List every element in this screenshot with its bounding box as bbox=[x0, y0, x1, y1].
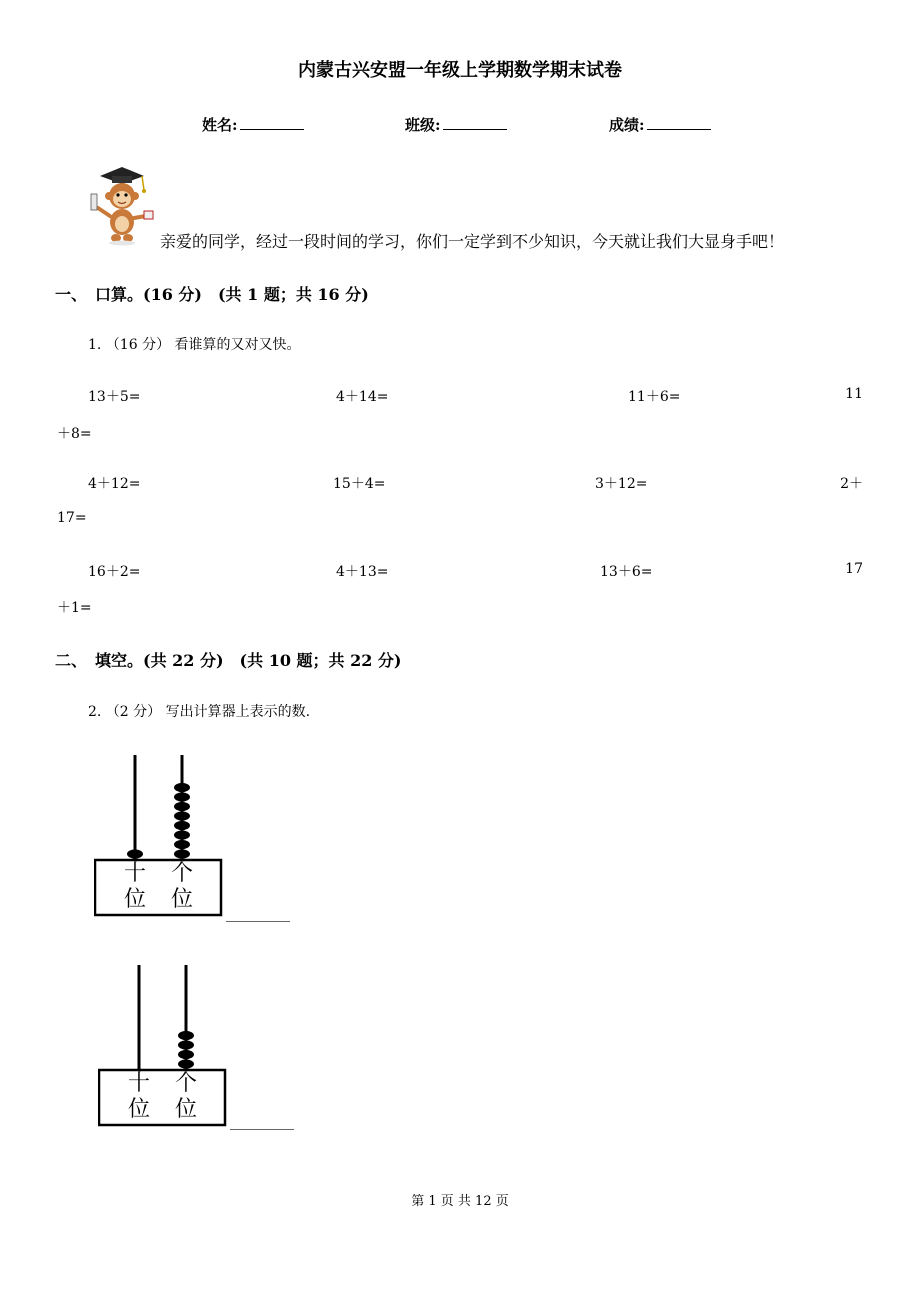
class-label: 班级: bbox=[405, 116, 441, 134]
name-field bbox=[202, 114, 304, 135]
abacus-1-tens-bead bbox=[127, 849, 143, 858]
section-1-heading: 一、 口算。(16 分) (共 1 题；共 16 分) bbox=[55, 285, 369, 304]
abacus-2-tens-label-bottom: 位 bbox=[128, 1097, 151, 1122]
section-2-heading: 二、 填空。(共 22 分) (共 10 题；共 22 分) bbox=[55, 651, 402, 670]
abacus-1-ones-bead bbox=[174, 821, 190, 830]
abacus-1-tens-label-bottom: 位 bbox=[124, 887, 147, 912]
arith-row1-col2: 4＋14= bbox=[336, 389, 389, 405]
abacus-2-ones-label-top: 个 bbox=[175, 1071, 198, 1096]
abacus-1-tens-beads bbox=[127, 849, 143, 858]
abacus-2-ones-bead bbox=[178, 1050, 194, 1059]
score-field bbox=[609, 114, 711, 135]
page-footer: 第 1 页 共 12 页 bbox=[411, 1194, 509, 1209]
arith-row3-col4-part1: 17 bbox=[845, 561, 863, 577]
score-blank[interactable] bbox=[647, 115, 711, 130]
abacus-1-ones-bead bbox=[174, 783, 190, 792]
abacus-1-ones-label-top: 个 bbox=[171, 861, 194, 886]
arith-row1-col1: 13＋5= bbox=[88, 389, 141, 405]
arith-row2-col1: 4＋12= bbox=[88, 476, 141, 492]
abacus-2 bbox=[98, 962, 228, 1132]
arith-row1-col4-part1: 11 bbox=[845, 386, 863, 402]
arith-row3-col1: 16＋2= bbox=[88, 564, 141, 580]
abacus-1-ones-bead bbox=[174, 792, 190, 801]
score-label: 成绩: bbox=[609, 116, 645, 134]
abacus-1-ones-bead bbox=[174, 830, 190, 839]
name-blank[interactable] bbox=[240, 115, 304, 130]
arith-row2-col2: 15＋4= bbox=[333, 476, 386, 492]
arith-row1-col4-part2: ＋8= bbox=[57, 426, 92, 442]
arith-row2-col4-part2: 17= bbox=[57, 510, 87, 526]
abacus-2-frame bbox=[98, 962, 228, 1132]
abacus-1 bbox=[94, 752, 224, 922]
abacus-2-ones-bead bbox=[178, 1031, 194, 1040]
name-label: 姓名: bbox=[202, 116, 238, 134]
abacus-2-tens-label-top: 十 bbox=[128, 1071, 151, 1096]
abacus-1-answer-blank[interactable] bbox=[226, 921, 290, 922]
abacus-1-ones-bead bbox=[174, 802, 190, 811]
abacus-1-ones-label-bottom: 位 bbox=[171, 887, 194, 912]
class-field bbox=[405, 114, 507, 135]
abacus-2-ones-bead bbox=[178, 1040, 194, 1049]
abacus-1-frame bbox=[94, 752, 224, 922]
class-blank[interactable] bbox=[443, 115, 507, 130]
arith-row3-col3: 13＋6= bbox=[600, 564, 653, 580]
abacus-1-tens-label-top: 十 bbox=[124, 861, 147, 886]
arith-row1-col3: 11＋6= bbox=[628, 389, 681, 405]
abacus-2-ones-bead bbox=[178, 1059, 194, 1068]
arith-row3-col2: 4＋13= bbox=[336, 564, 389, 580]
mascot-monkey-icon bbox=[86, 164, 156, 248]
abacus-1-ones-bead bbox=[174, 840, 190, 849]
arith-row2-col4-part1: 2＋ bbox=[840, 476, 863, 492]
abacus-2-answer-blank[interactable] bbox=[230, 1129, 294, 1130]
arith-row2-col3: 3＋12= bbox=[595, 476, 648, 492]
abacus-1-ones-bead bbox=[174, 849, 190, 858]
question-1-text: 1. （16 分） 看谁算的又对又快。 bbox=[88, 337, 301, 353]
abacus-1-ones-bead bbox=[174, 811, 190, 820]
abacus-2-ones-label-bottom: 位 bbox=[175, 1097, 198, 1122]
arith-row3-col4-part2: ＋1= bbox=[57, 600, 92, 616]
page-title: 内蒙古兴安盟一年级上学期数学期末试卷 bbox=[298, 60, 622, 81]
greeting-text: 亲爱的同学，经过一段时间的学习，你们一定学到不少知识，今天就让我们大显身手吧！ bbox=[160, 232, 785, 251]
question-2-text: 2. （2 分） 写出计算器上表示的数. bbox=[88, 704, 311, 720]
